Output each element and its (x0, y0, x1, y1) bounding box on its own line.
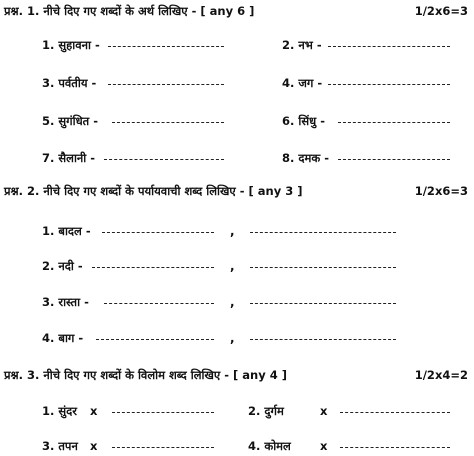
answer-line (108, 46, 224, 47)
comma-separator: , (230, 295, 235, 309)
q2-item-3: 3. रास्ता - (42, 295, 89, 309)
q3-item-1: 1. सुंदर (42, 404, 77, 418)
answer-line (102, 232, 214, 233)
q3-item-2: 2. दुर्गम (248, 404, 284, 418)
comma-separator: , (230, 331, 235, 345)
answer-line (340, 412, 450, 413)
q2-item-2: 2. नदी - (42, 259, 83, 273)
question-1-heading: प्रश्न. 1. नीचे दिए गए शब्दों के अर्थ लिखिए - [ any 6 ] (4, 4, 255, 18)
question-3-marks: 1/2x4=2 (414, 368, 468, 382)
answer-line (96, 339, 214, 340)
answer-line (328, 46, 450, 47)
q1-item-4: 4. जग - (282, 76, 323, 90)
comma-separator: , (230, 259, 235, 273)
answer-line (338, 159, 450, 160)
answer-line (250, 339, 396, 340)
q1-item-1: 1. सुहावना - (42, 38, 100, 52)
question-2-marks: 1/2x6=3 (414, 184, 468, 198)
answer-line (112, 412, 214, 413)
answer-line (338, 122, 450, 123)
answer-line (104, 159, 224, 160)
answer-line (250, 303, 396, 304)
answer-line (92, 267, 214, 268)
q3-item-4: 4. कोमल (248, 439, 291, 453)
opposite-marker: x (320, 404, 328, 418)
answer-line (112, 122, 224, 123)
comma-separator: , (230, 224, 235, 238)
answer-line (250, 267, 396, 268)
question-2-heading: प्रश्न. 2. नीचे दिए गए शब्दों के पर्यायवाची शब्द लिखिए - [ any 3 ] (4, 184, 303, 198)
q1-item-8: 8. दमक - (282, 151, 329, 165)
answer-line (340, 447, 450, 448)
q2-item-1: 1. बादल - (42, 224, 91, 238)
question-1-marks: 1/2x6=3 (414, 4, 468, 18)
q1-item-2: 2. नभ - (282, 38, 322, 52)
question-3-heading: प्रश्न. 3. नीचे दिए गए शब्दों के विलोम शब्द लिखिए - [ any 4 ] (4, 368, 288, 382)
answer-line (250, 232, 396, 233)
q1-item-5: 5. सुगंधित - (42, 114, 99, 128)
answer-line (328, 84, 450, 85)
q2-item-4: 4. बाग - (42, 331, 84, 345)
opposite-marker: x (90, 439, 98, 453)
q1-item-7: 7. सैलानी - (42, 151, 96, 165)
q3-item-3: 3. तपन (42, 439, 78, 453)
answer-line (108, 84, 224, 85)
answer-line (112, 447, 214, 448)
answer-line (104, 303, 214, 304)
opposite-marker: x (320, 439, 328, 453)
q1-item-6: 6. सिंधु - (282, 114, 325, 128)
q1-item-3: 3. पर्वतीय - (42, 76, 97, 90)
opposite-marker: x (90, 404, 98, 418)
